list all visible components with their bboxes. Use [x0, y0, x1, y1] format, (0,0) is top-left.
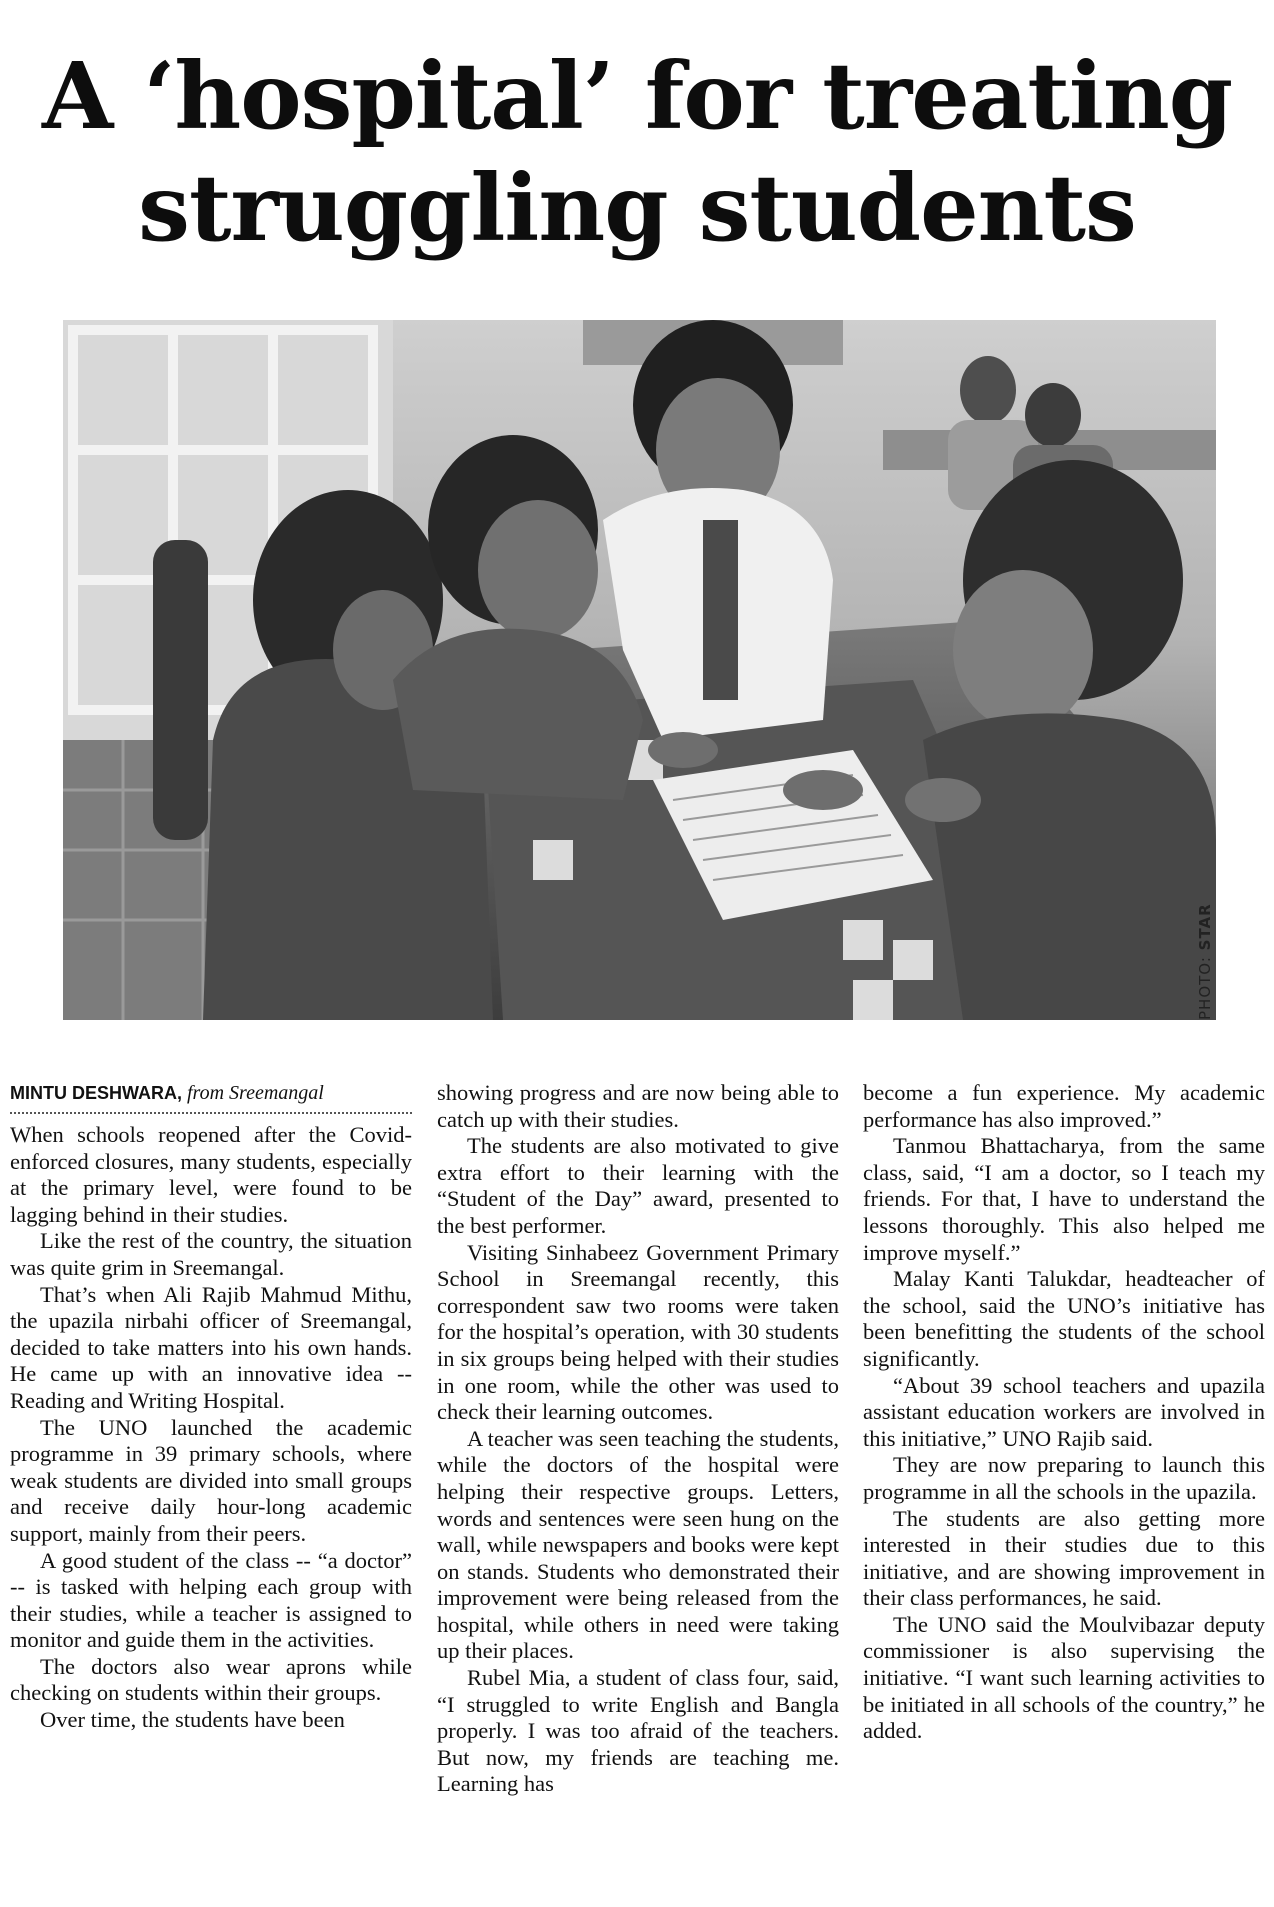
paragraph: The doctors also wear aprons while checking on students within their groups.: [10, 1653, 412, 1706]
paragraph: Malay Kanti Talukdar, headteacher of the school, said the UNO’s initiative has been benefitting the students of the school significantly.: [863, 1266, 1265, 1371]
paragraph: “About 39 school teachers and upazila assistant education workers are involved in this initiative,” UNO Rajib said.: [863, 1372, 1265, 1451]
news-photo: [63, 320, 1216, 1020]
article-column-2: [437, 1080, 839, 1900]
photo-children-studying-image: [63, 320, 1216, 1020]
paragraph: The UNO launched the academic programme in 39 primary schools, where weak students are divided into small groups and receive daily hour-long academic support, mainly from their peers.: [10, 1414, 412, 1546]
paragraph: A teacher was seen teaching the students, while the doctors of the hospital were helping their respective groups. Letters, words and sentences were seen hung on the wall, while newspapers and books were kept on stands. Students who demonstrated their improvement were being released from the hospital, while others in need were taking up their places.: [437, 1425, 839, 1664]
photo-credit: [1196, 903, 1214, 1020]
headline-line-2: struggling students: [138, 154, 1136, 262]
paragraph: That’s when Ali Rajib Mahmud Mithu, the upazila nirbahi officer of Sreemangal, decided to take matters into his own hands. He came up with an innovative idea -- Reading and Writing Hospital.: [10, 1281, 412, 1413]
paragraph: A good student of the class -- “a doctor” -- is tasked with helping each group with their studies, while a teacher is assigned to monitor and guide them in the activities.: [10, 1547, 412, 1653]
paragraph: showing progress and are now being able to catch up with their studies.: [437, 1080, 839, 1132]
photo-credit-prefix: PHOTO:: [1196, 950, 1214, 1020]
paragraph: When schools reopened after the Covid-enforced closures, many students, especially at the primary level, were found to be lagging behind in their studies.: [10, 1122, 412, 1227]
paragraph: Like the rest of the country, the situation was quite grim in Sreemangal.: [10, 1228, 412, 1280]
paragraph: Rubel Mia, a student of class four, said, “I struggled to write English and Bangla properly. I was too afraid of the teachers. But now, my friends are teaching me. Learning has: [437, 1665, 839, 1797]
article-body: [10, 1080, 1265, 1900]
paragraph: Tanmou Bhattacharya, from the same class, said, “I am a doctor, so I teach my friends. For that, I have to understand the lessons thoroughly. This also helped me improve myself.”: [863, 1133, 1265, 1265]
paragraph: Visiting Sinhabeez Government Primary School in Sreemangal recently, this correspondent saw two rooms were taken for the hospital’s operation, with 30 students in six groups being helped with their studies in one room, while the other was used to check their learning outcomes.: [437, 1239, 839, 1425]
photo-credit-name: STAR: [1196, 903, 1214, 951]
headline: [0, 40, 1274, 264]
byline-place: from Sreemangal: [187, 1082, 324, 1104]
paragraph: become a fun experience. My academic performance has also improved.”: [863, 1080, 1265, 1132]
byline: [10, 1080, 412, 1114]
paragraph: Over time, the students have been: [40, 1707, 345, 1733]
paragraph: They are now preparing to launch this programme in all the schools in the upazila.: [863, 1452, 1265, 1504]
paragraph: The students are also getting more interested in their studies due to this initiative, and are showing improvement in their class performances, he said.: [863, 1505, 1265, 1611]
paragraph: The UNO said the Moulvibazar deputy commissioner is also supervising the initiative. “I want such learning activities to be initiated in all schools of the country,” he added.: [863, 1611, 1265, 1744]
article-column-3: [863, 1080, 1265, 1900]
byline-author: MINTU DESHWARA,: [10, 1083, 182, 1103]
paragraph: The students are also motivated to give extra effort to their learning with the “Student of the Day” award, presented to the best performer.: [437, 1133, 839, 1238]
article-column-1: [10, 1080, 412, 1900]
headline-line-1: A ‘hospital’ for treating: [41, 42, 1233, 150]
